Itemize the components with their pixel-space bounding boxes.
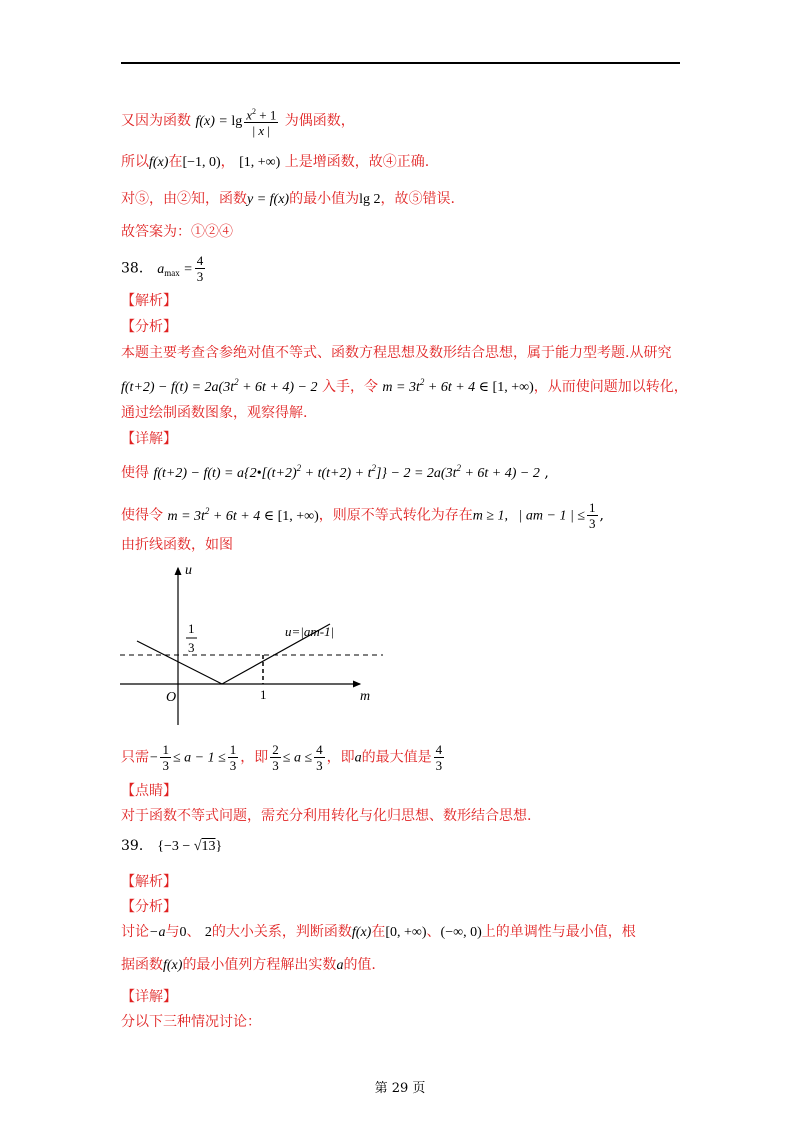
question-number: 38． bbox=[121, 260, 153, 277]
text-span: 的大小关系，判断函数 bbox=[211, 924, 352, 940]
text-span: 入手，令 bbox=[321, 379, 378, 395]
fraction: $\frac{4}{3}$ bbox=[435, 742, 443, 773]
text-line-9: 使得 $f(t+2) - f(t) = a\{2•[(t+2)^2 + t(t+2) + t^2]\} - 2 = 2a(3t^2 + 6t + 4) - 2$ , bbox=[121, 463, 549, 481]
m-axis-label: m bbox=[360, 689, 371, 704]
text-span: 在 bbox=[371, 924, 386, 940]
question-38-answer bbox=[121, 253, 207, 284]
formula: {−3 − √13} bbox=[157, 839, 223, 854]
formula: $m = 3t^2 + 6t + 4$ ∈ [1, +∞) bbox=[382, 377, 534, 395]
text-span: 的最小值为 bbox=[289, 191, 360, 207]
text-span: ，即 bbox=[240, 749, 269, 766]
section-jiexi-2: 【解析】 bbox=[121, 874, 177, 890]
text-span: ， bbox=[220, 154, 235, 170]
formula: −a bbox=[149, 925, 166, 940]
text-span: ，从而使问题加以转化， bbox=[533, 379, 688, 395]
text-span: 只需 bbox=[121, 749, 149, 766]
formula: $m = 3t^2 + 6t + 4$ ∈ [1, +∞) bbox=[167, 505, 319, 524]
formula: f(x) bbox=[149, 155, 169, 170]
section-xiangjie: 【详解】 bbox=[121, 431, 177, 447]
text-span: 、 bbox=[426, 924, 441, 940]
origin-label: O bbox=[166, 690, 177, 705]
text-line-7 bbox=[121, 372, 688, 398]
text-span: 又因为函数 bbox=[121, 113, 191, 130]
formula: f(x) bbox=[163, 958, 183, 973]
formula: f(x) = lg bbox=[195, 114, 243, 130]
fraction: $\frac{1}{3}$ bbox=[162, 742, 169, 773]
text-line-15: 讨论−a与0、 2的大小关系，判断函数f(x)在[0, +∞)、(−∞, 0)上的单调性与最小值，根 bbox=[121, 924, 636, 940]
formula: (−∞, 0) bbox=[440, 925, 482, 940]
text-span: 的最大值是 bbox=[361, 749, 432, 766]
text-span: 使得令 bbox=[121, 507, 163, 524]
fraction: $\frac{x^2 + 1}{| x |}$ bbox=[244, 104, 278, 138]
text-span: 在 bbox=[168, 154, 183, 170]
text-line-2 bbox=[121, 152, 429, 173]
folded-line-graph bbox=[115, 560, 390, 730]
text-span: 据函数 bbox=[121, 957, 163, 973]
section-dianjing: 【点睛】 bbox=[121, 783, 177, 799]
text-line-10: 使得令 $m = 3t^2 + 6t + 4$ ∈ [1, +∞)，则原不等式转化为存在m ≥ 1, | am − 1 | ≤ $\frac{1}{3}$ , bbox=[121, 500, 604, 531]
formula: $f(t+2) - f(t) = a\{2•[(t+2)^2 + t(t+2) + t^2]\} - 2 = 2a(3t^2 + 6t + 4) - 2$ bbox=[153, 463, 540, 481]
text-span: 的最小值列方程解出实数 bbox=[182, 957, 337, 973]
header-rule bbox=[121, 62, 680, 64]
formula: lg 2 bbox=[359, 192, 381, 207]
text-span: 上是增函数，故④正确. bbox=[284, 154, 430, 170]
formula: y = f(x) bbox=[247, 192, 290, 207]
text-span: ，即 bbox=[326, 749, 355, 766]
text-line-17: 分以下三种情况讨论： bbox=[121, 1014, 261, 1030]
fraction: $\frac{1}{3}$ bbox=[589, 500, 596, 531]
formula: $f(t+2) - f(t) = 2a(3t^2 + 6t + 4) - 2$ bbox=[121, 377, 318, 395]
fraction: $\frac{2}{3}$ bbox=[272, 742, 279, 773]
formula: [1, +∞) bbox=[239, 155, 281, 170]
text-line-6: 本题主要考查含参绝对值不等式、函数方程思想及数形结合思想，属于能力型考题.从研究 bbox=[121, 345, 672, 361]
u-axis-label: u bbox=[185, 563, 192, 578]
formula: m ≥ 1, | am − 1 | ≤ bbox=[472, 508, 585, 524]
text-line-12 bbox=[121, 742, 446, 773]
section-fenxi-2: 【分析】 bbox=[121, 899, 177, 915]
fraction: $\frac{4}{3}$ bbox=[316, 742, 323, 773]
formula: a bbox=[354, 750, 362, 766]
formula: − bbox=[149, 750, 159, 766]
fraction: $\frac{1}{3}$ bbox=[229, 742, 237, 773]
text-span: 与 bbox=[165, 924, 180, 940]
section-fenxi: 【分析】 bbox=[121, 319, 177, 335]
formula: 0 bbox=[179, 925, 187, 940]
text-span: 讨论 bbox=[121, 924, 149, 940]
section-jiexi: 【解析】 bbox=[121, 293, 177, 309]
formula: ≤ a − 1 ≤ bbox=[172, 750, 226, 766]
text-span: 使得 bbox=[121, 465, 149, 481]
text-line-8: 通过绘制函数图象，观察得解. bbox=[121, 405, 308, 421]
fraction: $\frac{4}{3}$ bbox=[196, 253, 204, 284]
page-number: 第 29 页 bbox=[374, 1081, 426, 1096]
text-span: 所以 bbox=[121, 154, 149, 170]
text-line-16 bbox=[121, 955, 376, 976]
text-span: 为偶函数， bbox=[284, 113, 355, 130]
text-span: 对⑤，由②知，函数 bbox=[121, 191, 247, 207]
text-line-3 bbox=[121, 189, 455, 210]
third-denominator: 3 bbox=[188, 640, 195, 655]
question-39-answer bbox=[121, 836, 222, 857]
formula: f(x) bbox=[351, 925, 372, 940]
answer-line: 故答案为：①②④ bbox=[121, 224, 233, 240]
formula: a bbox=[336, 958, 344, 973]
tick-label-1: 1 bbox=[260, 687, 267, 702]
formula: 2 bbox=[204, 925, 212, 940]
third-numerator: 1 bbox=[188, 621, 195, 636]
text-span: 上的单调性与最小值，根 bbox=[481, 924, 636, 940]
curve-label: u=|am-1| bbox=[285, 624, 335, 639]
formula: [−1, 0) bbox=[182, 155, 221, 170]
text-line-1 bbox=[121, 104, 355, 138]
text-line-13: 对于函数不等式问题，需充分利用转化与化归思想、数形结合思想. bbox=[121, 808, 532, 824]
text-line-11: 由折线函数，如图 bbox=[121, 537, 233, 553]
section-xiangjie-2: 【详解】 bbox=[121, 989, 177, 1005]
formula: [0, +∞) bbox=[385, 925, 427, 940]
text-span: 的值. bbox=[343, 957, 376, 973]
formula: $a_{max}$ = bbox=[157, 261, 193, 278]
question-number: 39． bbox=[121, 838, 153, 854]
text-span: ，则原不等式转化为存在 bbox=[318, 507, 473, 524]
text-span: ，故⑤错误. bbox=[380, 191, 455, 207]
formula: ≤ a ≤ bbox=[282, 750, 313, 766]
